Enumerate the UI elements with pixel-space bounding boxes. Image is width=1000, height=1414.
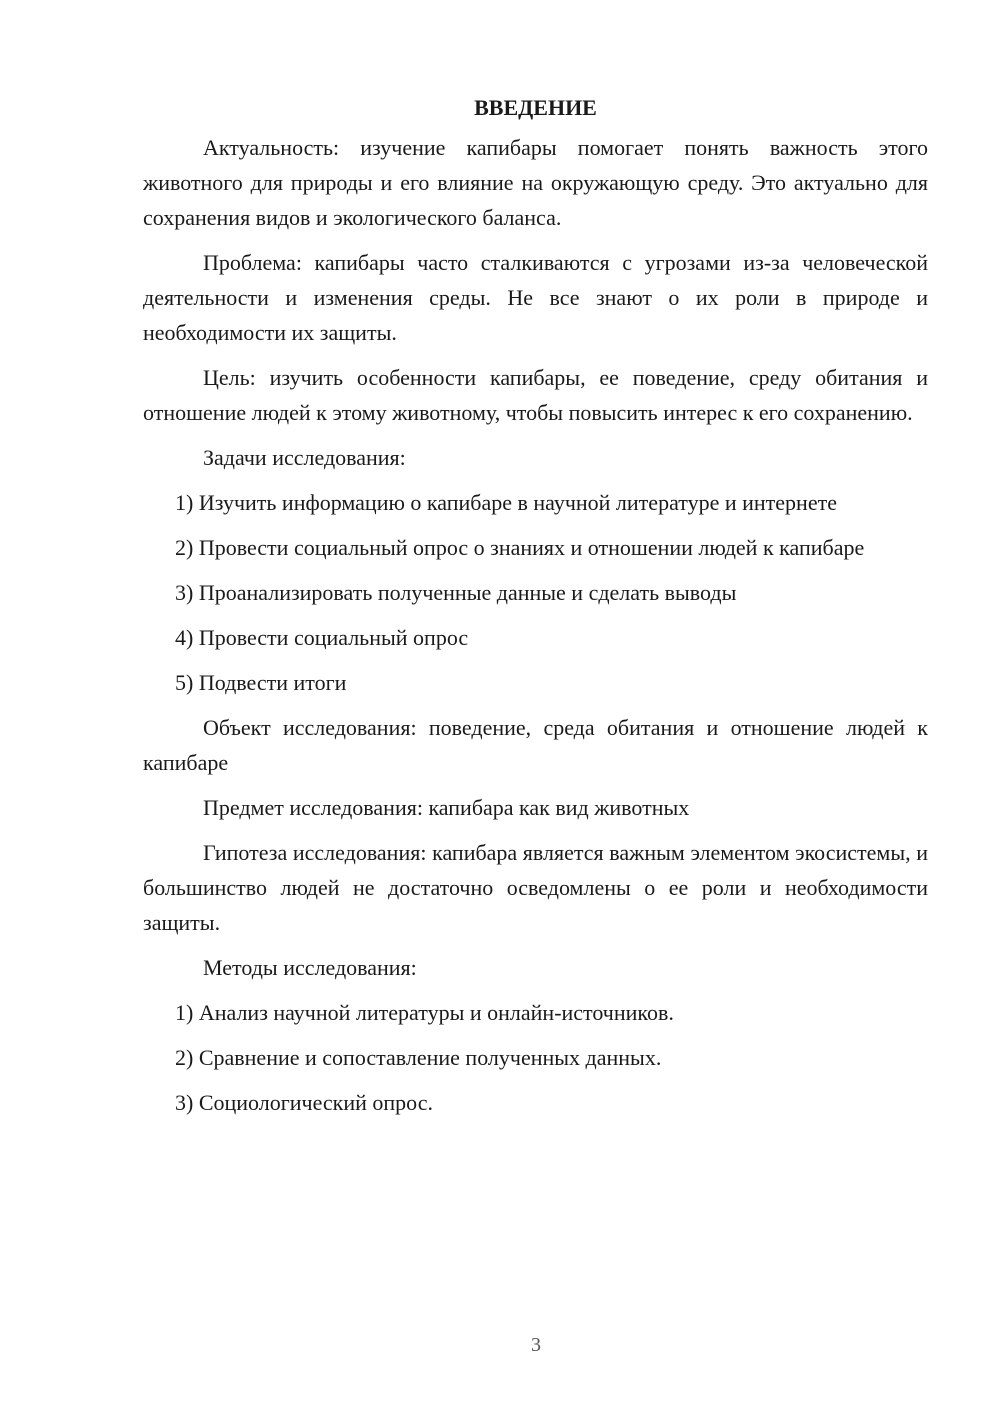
task-item-5: 5) Подвести итоги [175,670,347,695]
method-item-3: 3) Социологический опрос. [175,1090,433,1115]
section-title: ВВЕДЕНИЕ [474,95,597,120]
task-item-3: 3) Проанализировать полученные данные и сделать выводы [175,580,737,605]
subject-paragraph: Предмет исследования: капибара как вид животных [203,795,690,820]
relevance-paragraph: Актуальность: изучение капибары помогает понять важность этого животного для природы и его влияние на окружающую среду. Это актуально для сохранения видов и экологического баланса. [143,135,928,230]
method-item-2: 2) Сравнение и сопоставление полученных данных. [175,1045,662,1070]
task-item-2: 2) Провести социальный опрос о знаниях и отношении людей к капибаре [175,535,865,560]
object-paragraph: Объект исследования: поведение, среда обитания и отношение людей к капибаре [143,715,928,775]
document-page [143,88,928,1130]
task-item-1: 1) Изучить информацию о капибаре в научной литературе и интернете [175,490,837,515]
methods-heading: Методы исследования: [203,955,417,980]
hypothesis-paragraph: Гипотеза исследования: капибара является важным элементом экосистемы, и большинство людей не достаточно осведомлены о ее роли и необходимости защиты. [143,840,928,935]
goal-paragraph: Цель: изучить особенности капибары, ее поведение, среду обитания и отношение людей к этому животному, чтобы повысить интерес к его сохранению. [143,365,928,425]
problem-paragraph: Проблема: капибары часто сталкиваются с угрозами из-за человеческой деятельности и изменения среды. Не все знают о их роли в природе и необходимости их защиты. [143,250,928,345]
page-number: 3 [531,1334,541,1356]
tasks-heading: Задачи исследования: [203,445,406,470]
method-item-1: 1) Анализ научной литературы и онлайн-источников. [175,1000,674,1025]
task-item-4: 4) Провести социальный опрос [175,625,469,650]
